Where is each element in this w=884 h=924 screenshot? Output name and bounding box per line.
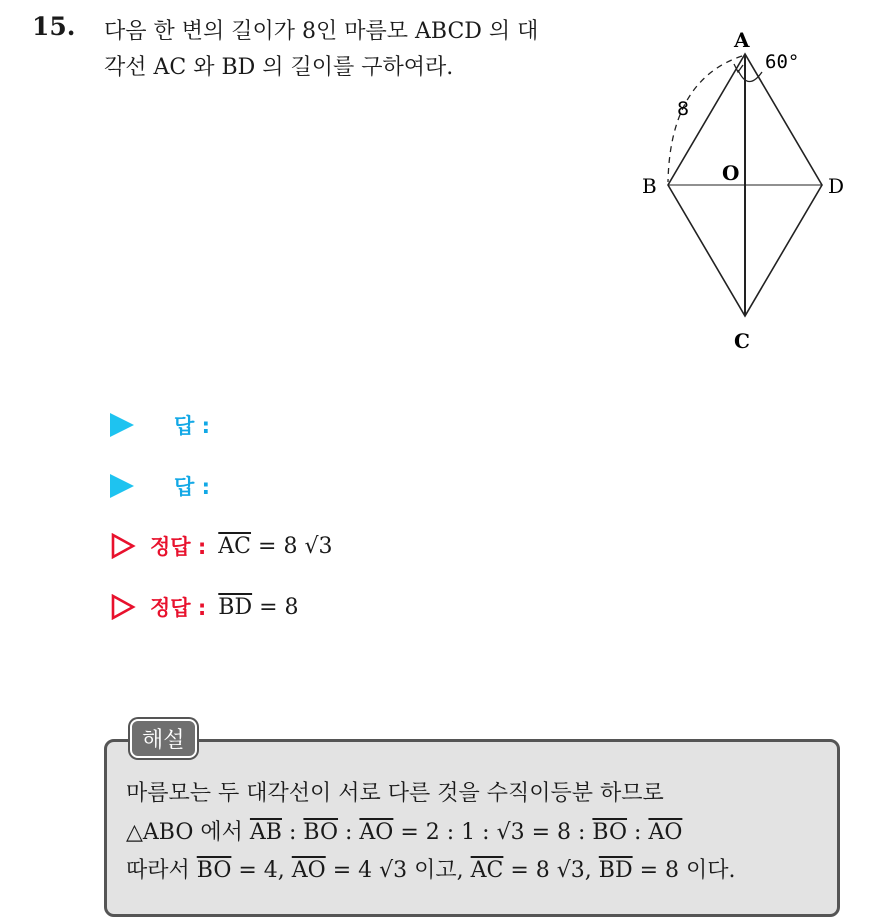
question-number: 15. (32, 12, 76, 41)
correct-answer-root: √3 (304, 533, 333, 559)
segment-ab: $\overline{AB}$ (249, 820, 282, 845)
answer-label: 답 : (174, 475, 210, 499)
solution-line-1: 마름모는 두 대각선이 서로 다른 것을 수직이등분 하므로 (126, 781, 664, 806)
solution-line-2 (126, 815, 682, 846)
segment-bo: $\overline{BO}$ (303, 820, 339, 845)
vertex-d-label: D (828, 174, 845, 198)
answer-row-2[interactable] (110, 471, 210, 501)
segment-bo: $\overline{BO}$ (196, 858, 232, 883)
vertex-b-label: B (642, 174, 657, 198)
ratio-colon: : (338, 820, 360, 845)
correct-answer-equation: = 8 (259, 594, 299, 620)
segment-ac: $\overline{AC}$ (470, 858, 504, 883)
rhombus-figure (630, 20, 860, 360)
segment-bd: $\overline{BD}$ (218, 594, 253, 620)
ratio-colon: : (281, 820, 304, 845)
angle-label: 60° (765, 51, 800, 73)
outline-triangle-icon (110, 533, 136, 559)
correct-answer-label: 정답 : (150, 535, 207, 559)
side-length-label: 8 (677, 98, 690, 120)
solution-triangle-text: △ABO 에서 (126, 820, 243, 845)
segment-bo: $\overline{BO}$ (592, 820, 628, 845)
segment-bd: $\overline{BD}$ (598, 858, 633, 883)
question-text (104, 14, 624, 86)
answer-label: 답 : (174, 414, 210, 438)
solution-text: = 8 이다. (632, 858, 736, 883)
segment-ao: $\overline{AO}$ (291, 858, 326, 883)
solution-text: = 4 √3 이고, (325, 858, 471, 883)
correct-answer-label: 정답 : (150, 596, 207, 620)
center-o-label: O (722, 161, 740, 185)
play-arrow-icon (110, 474, 134, 498)
solution-line-3 (126, 853, 736, 884)
solution-text: 따라서 (126, 858, 197, 883)
outline-triangle-icon (110, 594, 136, 620)
ratio-colon: : (627, 820, 649, 845)
question-line-1: 다음 한 변의 길이가 8인 마름모 ABCD 의 대 (104, 19, 539, 44)
segment-ao: $\overline{AO}$ (359, 820, 394, 845)
solution-text: = 8 √3, (503, 858, 599, 883)
segment-ac: $\overline{AC}$ (218, 533, 252, 559)
correct-answer-equation: = 8 (258, 533, 298, 559)
question-line-2: 각선 AC 와 BD 의 길이를 구하여라. (104, 55, 454, 80)
vertex-c-label: C (734, 329, 750, 353)
answer-row-1[interactable] (110, 410, 210, 440)
correct-answer-row-1 (110, 531, 332, 561)
segment-ao: $\overline{AO}$ (648, 820, 683, 845)
ratio-equation: = 2 : 1 : √3 = 8 : (393, 820, 593, 845)
angle-arc (738, 70, 762, 82)
solution-tab: 해설 (130, 719, 197, 758)
solution-text: = 4, (231, 858, 292, 883)
correct-answer-row-2 (110, 592, 299, 622)
vertex-a-label: A (734, 28, 750, 52)
play-arrow-icon (110, 413, 134, 437)
